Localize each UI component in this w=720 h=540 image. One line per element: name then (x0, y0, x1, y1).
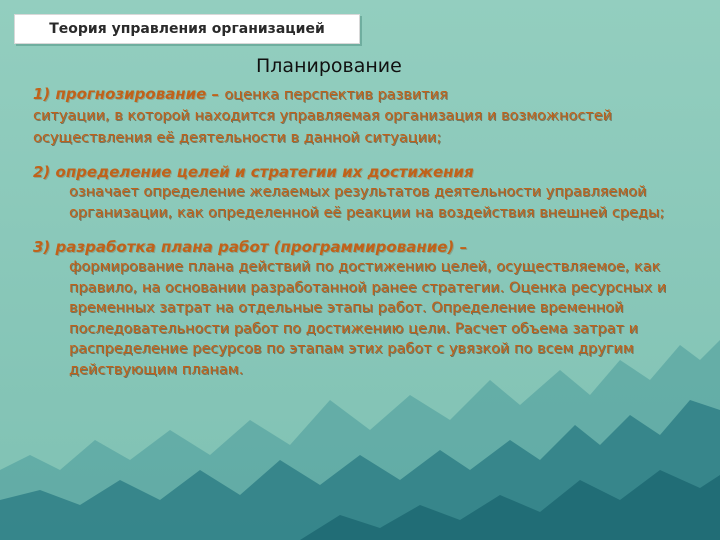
item-heading: 2) определение целей и стратегии их достижения (33, 163, 474, 181)
item-description: ситуации, в которой находится управляемая организация и возможностей осуществления её деятельности в данной ситуации; (33, 108, 613, 146)
header-box (14, 14, 360, 44)
list-item-programming (33, 237, 673, 380)
header-title: Теория управления организацией (49, 21, 325, 37)
slide-title: Планирование (256, 55, 402, 77)
item-heading: 3) разработка плана работ (программирование) (33, 238, 455, 256)
list-item-goals (33, 162, 673, 223)
content-list (33, 84, 673, 394)
item-separator: – (454, 238, 467, 256)
item-separator: – (206, 85, 225, 103)
list-item-forecasting (33, 84, 673, 148)
item-heading: 1) прогнозирование (33, 85, 207, 103)
item-description: означает определение желаемых результатов деятельности управляемой организации, как определенной её реакции на воздействия внешней среды; (69, 184, 665, 221)
item-description-first: оценка перспектив развития (224, 87, 448, 103)
item-description: формирование плана действий по достижению целей, осуществляемое, как правило, на основании разработанной ранее стратегии. Оценка ресурсных и временных затрат на отдельные этапы работ. Определение временной последовательности работ по достижению цели. Расчет объема затрат и распределение ресурсов по этапам этих работ с увязкой по всем другим действующим планам. (69, 259, 667, 378)
item-heading-row (33, 237, 673, 257)
